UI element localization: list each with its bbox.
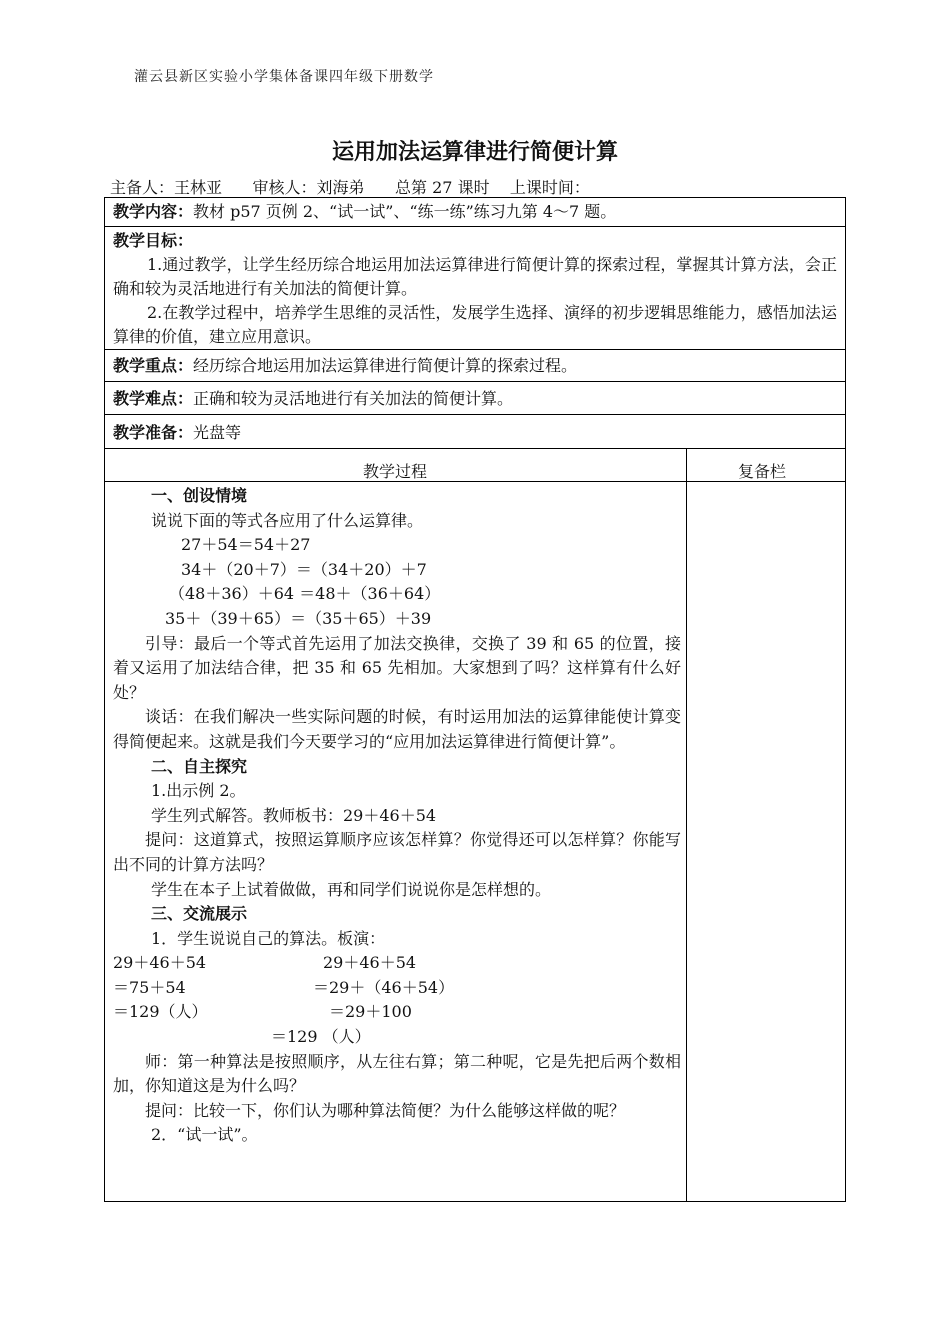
paragraph: 1．学生说说自己的算法。板演： (151, 928, 386, 948)
paragraph: 说说下面的等式各应用了什么运算律。 (151, 510, 424, 530)
equation: 27＋54＝54＋27 (181, 535, 311, 555)
column-header-row (105, 449, 845, 482)
teaching-process (113, 484, 681, 1148)
objective-item: 2.在教学过程中，培养学生思维的灵活性，发展学生选择、演绎的初步逻辑思维能力，感悟加法运算律的价值，建立应用意识。 (113, 303, 837, 346)
paragraph: 提问：比较一下，你们认为哪种算法简便？为什么能够这样做的呢？ (145, 1100, 626, 1120)
section-heading: 二、自主探究 (151, 756, 248, 776)
objectives-row (105, 227, 845, 350)
calc-right: ＝29＋100 (329, 1002, 412, 1022)
calc-left: ＝75＋54 (113, 977, 186, 997)
preparation-row (105, 415, 845, 449)
calc-line: ＝129 （人） (271, 1027, 371, 1047)
difficulty-text: 正确和较为灵活地进行有关加法的简便计算。 (193, 389, 514, 408)
paragraph: 学生在本子上试着做做，再和同学们说说你是怎样想的。 (151, 879, 552, 899)
calc-left: ＝129（人） (113, 1002, 208, 1022)
paragraph: 师：第一种算法是按照顺序，从左往右算；第二种呢，它是先把后两个数相加，你知道这是为什么吗？ (113, 1051, 681, 1096)
page-header: 灌云县新区实验小学集体备课四年级下册数学 (134, 69, 434, 85)
content-text: 教材 p57 页例 2、“试一试”、“练一练”练习九第 4～7 题。 (193, 202, 617, 221)
paragraph: 学生列式解答。教师板书：29＋46＋54 (151, 805, 437, 825)
column-divider (686, 449, 687, 1201)
difficulty-row (105, 382, 845, 415)
objective-item: 1.通过教学，让学生经历综合地运用加法运算律进行简便计算的探索过程，掌握其计算方法，会正确和较为灵活地进行有关加法的简便计算。 (113, 255, 837, 298)
page-title: 运用加法运算律进行简便计算 (331, 140, 618, 165)
calc-left: 29＋46＋54 (113, 953, 207, 973)
calc-right: ＝29＋（46＋54） (313, 977, 455, 997)
paragraph: 提问：这道算式，按照运算顺序应该怎样算？你觉得还可以怎样算？你能写出不同的计算方法吗？ (113, 830, 681, 874)
equation: 35＋（39＋65）＝（35＋65）＋39 (165, 608, 432, 628)
content-row (105, 198, 845, 227)
lesson-plan-table (104, 197, 846, 1202)
section-heading: 三、交流展示 (151, 904, 248, 924)
paragraph: 引导：最后一个等式首先运用了加法交换律，交换了 39 和 65 的位置，接着又运用了加法结合律，把 35 和 65 先相加。大家想到了吗？这样算有什么好处？ (113, 633, 681, 702)
objectives-label: 教学目标： (113, 231, 194, 250)
key-point-row (105, 350, 845, 382)
calc-line (113, 976, 681, 1001)
difficulty-label: 教学难点： (113, 389, 194, 408)
equation: 34＋（20＋7）＝（34＋20）＋7 (181, 559, 427, 579)
lesson-meta: 主备人：王林亚 审核人：刘海弟 总第 27 课时 上课时间： (110, 178, 590, 197)
calc-line (113, 1000, 681, 1025)
key-point-text: 经历综合地运用加法运算律进行简便计算的探索过程。 (193, 356, 578, 375)
key-point-label: 教学重点： (113, 356, 194, 375)
notes-column-header: 复备栏 (738, 462, 787, 481)
paragraph: 1.出示例 2。 (151, 781, 246, 801)
paragraph: 谈话：在我们解决一些实际问题的时候，有时运用加法的运算律能使计算变得简便起来。这就是我们今天要学习的“应用加法运算律进行简便计算”。 (113, 707, 681, 751)
process-column-header: 教学过程 (363, 462, 428, 481)
paragraph: 2．“试一试”。 (151, 1125, 258, 1145)
equation: （48＋36）＋64 ＝48＋（36＋64） (169, 584, 441, 604)
calc-right: 29＋46＋54 (323, 953, 417, 973)
preparation-text: 光盘等 (193, 423, 242, 442)
section-heading: 一、创设情境 (151, 486, 248, 505)
content-label: 教学内容： (113, 202, 194, 221)
preparation-label: 教学准备： (113, 423, 194, 442)
calc-line (113, 951, 681, 976)
